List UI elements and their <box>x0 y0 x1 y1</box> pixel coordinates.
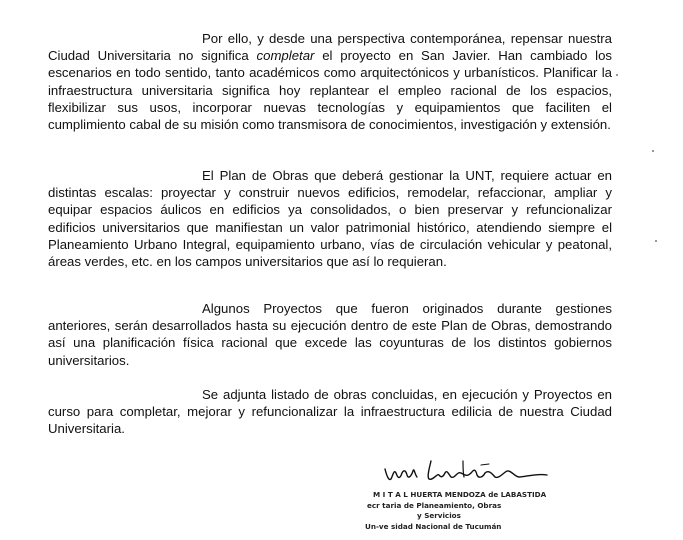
emphasized-word: completar <box>256 48 315 64</box>
signatory-title: ecr taria de Planeamiento, Obras <box>367 500 502 510</box>
scan-speck <box>652 150 654 152</box>
paragraph-2 <box>48 167 612 270</box>
handwritten-signature <box>377 455 557 491</box>
signatory-title-continued: y Servicios <box>417 511 461 520</box>
signatory-institution: Un-ve sidad Nacional de Tucumán <box>365 521 502 531</box>
scan-speck <box>655 240 657 242</box>
signatory-name: M I T A L HUERTA MENDOZA de LABASTIDA <box>373 490 547 499</box>
paragraph-3 <box>48 300 612 369</box>
paragraph-2-text: El Plan de Obras que deberá gestionar la UNT, requiere actuar en distintas escalas: proyectar y construir nuevos edificios, remodelar, refaccionar, ampliar y equipar espacios áulicos en edificios ya consolidados, o bien preservar y refuncionalizar edificios universitarios que manifiestan un valor patrimonial histórico, atendiendo siempre el Planeamiento Urbano Integral, equipamiento urbano, vías de circulación vehicular y peatonal, áreas verdes, etc. en los campos universitarios que así lo requieran. <box>48 168 612 270</box>
paragraph-1-text-start: Por ello, y desde una perspectiva contemporánea, repensar nuestra Ciudad Universitaria no significa <box>48 31 612 64</box>
paragraph-4 <box>48 386 612 438</box>
paragraph-3-text: Algunos Proyectos que fueron originados durante gestiones anteriores, serán desarrollados hasta su ejecución dentro de este Plan de Obras, demostrando así una planificación física racional que excede las coyunturas de los distintos gobiernos universitarios. <box>48 301 612 368</box>
scan-speck <box>616 74 618 76</box>
paragraph-1-text-end: el proyecto en San Javier. Han cambiado los escenarios en todo sentido, tanto académicos como arquitectónicos y urbanísticos. Planificar la infraestructura universitaria significa hoy replantear el empleo racional de los espacios, flexibilizar sus usos, incorporar nuevas tecnologías y equipamientos que faciliten el cumplimiento cabal de su misión como transmisora de conocimientos, investigación y extensión. <box>48 48 612 133</box>
paragraph-4-text: Se adjunta listado de obras concluidas, en ejecución y Proyectos en curso para completar, mejorar y refuncionalizar la infraestructura edilicia de nuestra Ciudad Universitaria. <box>48 387 612 437</box>
signature-caption <box>365 490 555 532</box>
paragraph-1 <box>48 30 612 133</box>
